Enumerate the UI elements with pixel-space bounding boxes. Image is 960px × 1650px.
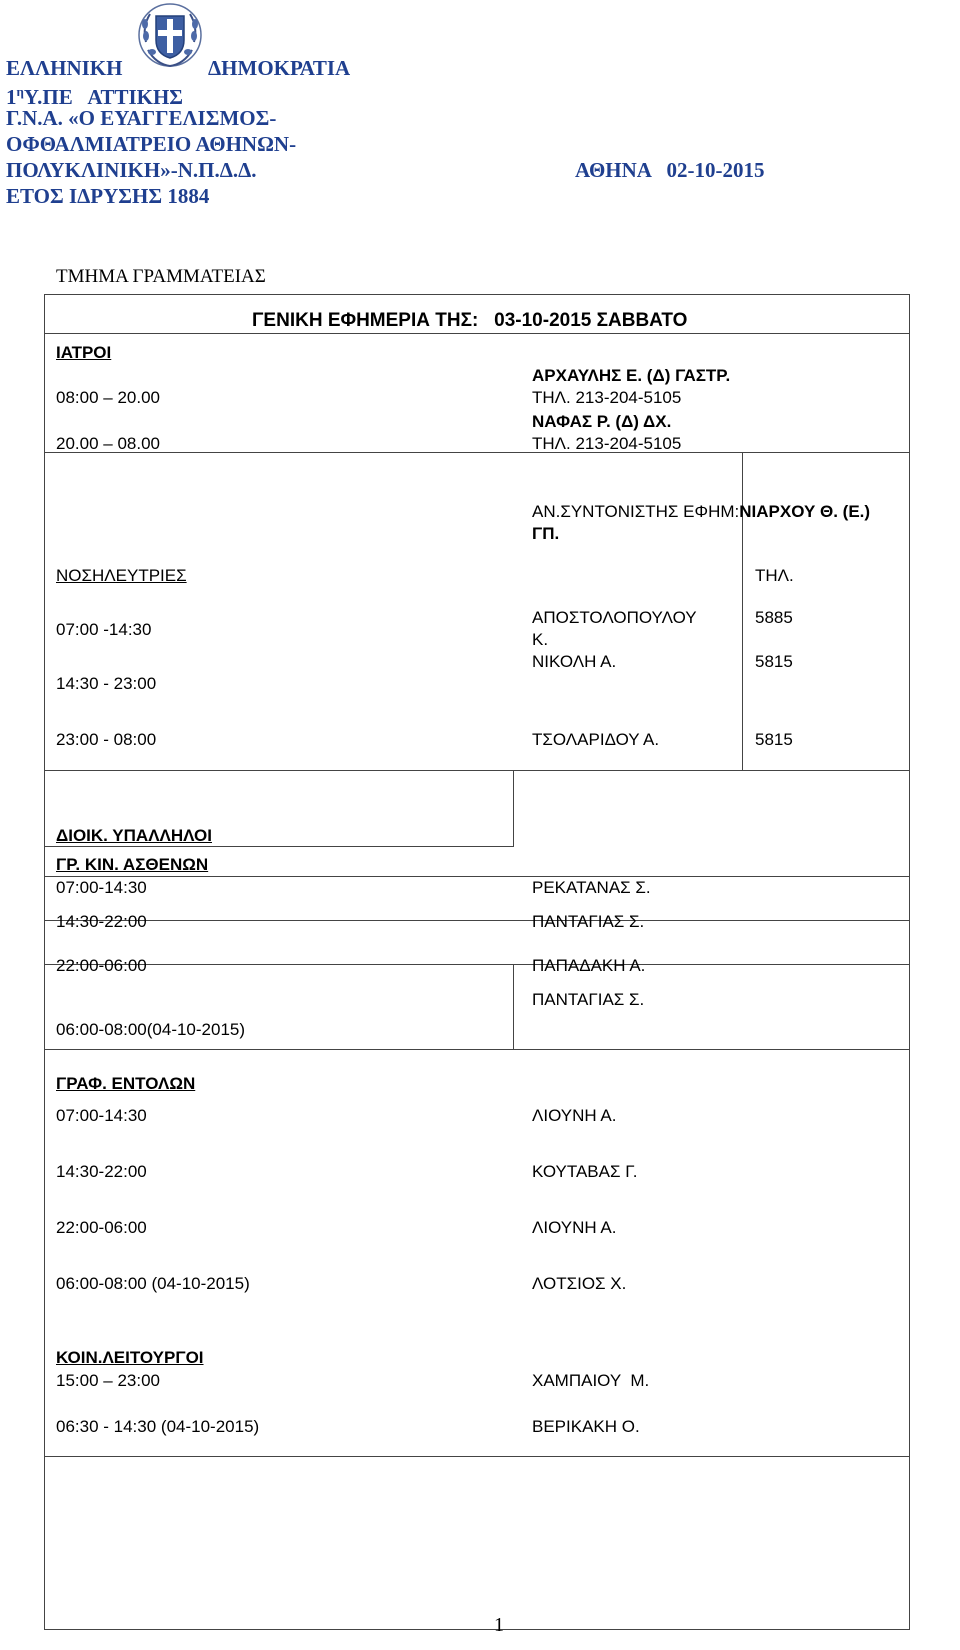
- doctor-time-1: 08:00 – 20.00: [56, 388, 160, 407]
- admin-name-divider: [513, 964, 514, 1049]
- hospital-line-1: Γ.Ν.Α. «Ο ΕΥΑΓΓΕΛΙΣΜΟΣ-: [6, 106, 277, 130]
- orders-time-2: 14:30-22:00: [56, 1162, 147, 1181]
- doctors-divider: [44, 452, 910, 453]
- patients-name-2: ΠΑΝΤΑΓΙΑΣ Σ.: [532, 912, 645, 931]
- row-line-2: [44, 920, 910, 921]
- nurse-phone-2: 5815: [755, 652, 793, 671]
- patients-time-4: 06:00-08:00(04-10-2015): [56, 1020, 246, 1039]
- region-number: 1: [6, 85, 17, 109]
- country-label: ΕΛΛΗΝΙΚΗ: [6, 56, 123, 80]
- patients-office-heading: ΓΡ. ΚΙΝ. ΑΣΘΕΝΩΝ: [56, 855, 209, 874]
- patients-time-3: 22:00-06:00: [56, 956, 147, 975]
- coordinator-name-cont: ΓΠ.: [532, 524, 560, 543]
- doctor-name-1: ΑΡΧΑΥΛΗΣ Ε. (Δ) ΓΑΣΤΡ.: [532, 366, 731, 385]
- nurse-name-3: ΤΣΟΛΑΡΙΔΟΥ Α.: [532, 730, 660, 749]
- hospital-line-2: ΟΦΘΑΛΜΙΑΤΡΕΙΟ ΑΘΗΝΩΝ-: [6, 132, 297, 156]
- founded-year: ΕΤΟΣ ΙΔΡΥΣΗΣ 1884: [6, 184, 210, 208]
- admin-heading-line: [44, 846, 514, 847]
- orders-time-3: 22:00-06:00: [56, 1218, 147, 1237]
- duty-title: ΓΕΝΙΚΗ ΕΦΗΜΕΡΙΑ ΤΗΣ: 03-10-2015 ΣΑΒΒΑΤΟ: [252, 310, 688, 331]
- page-number: 1: [494, 1614, 504, 1636]
- hospital-line-3: ΠΟΛΥΚΛΙΝΙΚΗ»-Ν.Π.Δ.Δ.: [6, 158, 257, 182]
- orders-name-2: ΚΟΥΤΑΒΑΣ Γ.: [532, 1162, 638, 1181]
- patients-name-3: ΠΑΠΑΔΑΚΗ Α.: [532, 956, 646, 975]
- nurse-time-1: 07:00 -14:30: [56, 620, 152, 639]
- orders-name-1: ΛΙΟΥΝΗ Α.: [532, 1106, 617, 1125]
- orders-time-1: 07:00-14:30: [56, 1106, 147, 1125]
- social-name-2: ΒΕΡΙΚΑΚΗ Ο.: [532, 1417, 640, 1436]
- region-text: Υ.ΠΕ ΑΤΤΙΚΗΣ: [23, 85, 184, 109]
- coordinator: [532, 502, 870, 522]
- coordinator-name: ΝΙΑΡΧΟΥ Θ. (Ε.): [739, 502, 871, 521]
- title-divider: [44, 333, 910, 334]
- social-time-2: 06:30 - 14:30 (04-10-2015): [56, 1417, 260, 1436]
- social-workers-heading: ΚΟΙΝ.ΛΕΙΤΟΥΡΓΟΙ: [56, 1348, 204, 1367]
- patients-time-1: 07:00-14:30: [56, 878, 147, 897]
- greek-emblem: [136, 2, 204, 72]
- patients-time-2: 14:30-22:00: [56, 912, 147, 931]
- patients-name-1: ΡΕΚΑΤΑΝΑΣ Σ.: [532, 878, 651, 897]
- orders-office-heading: ΓΡΑΦ. ΕΝΤΟΛΩΝ: [56, 1074, 196, 1093]
- nurse-name-1: ΑΠΟΣΤΟΛΟΠΟΥΛΟΥ: [532, 608, 697, 627]
- row-line-3: [44, 964, 910, 965]
- nurse-name-2: ΝΙΚΟΛΗ Α.: [532, 652, 617, 671]
- nurse-phone-1: 5885: [755, 608, 793, 627]
- nurse-time-3: 23:00 - 08:00: [56, 730, 157, 749]
- social-name-1: ΧΑΜΠΑΙΟΥ Μ.: [532, 1371, 650, 1390]
- orders-name-4: ΛΟΤΣΙΟΣ Χ.: [532, 1274, 627, 1293]
- doctor-phone-1: ΤΗΛ. 213-204-5105: [532, 388, 682, 407]
- patients-name-4: ΠΑΝΤΑΓΙΑΣ Σ.: [532, 990, 645, 1009]
- republic-label: ΔΗΜΟΚΡΑΤΙΑ: [208, 56, 351, 80]
- row-line-1: [44, 876, 910, 877]
- health-region: [6, 80, 183, 109]
- nurses-divider: [44, 770, 910, 771]
- doctor-phone-2: ΤΗΛ. 213-204-5105: [532, 434, 682, 453]
- nurse-name-1-cont: Κ.: [532, 630, 549, 649]
- doctor-time-2: 20.00 – 08.00: [56, 434, 160, 453]
- phone-column-divider: [742, 452, 743, 770]
- orders-time-4: 06:00-08:00 (04-10-2015): [56, 1274, 250, 1293]
- doctor-name-2: ΝΑΦΑΣ Ρ. (Δ) ΔΧ.: [532, 412, 672, 431]
- coordinator-label: ΑΝ.ΣΥΝΤΟΝΙΣΤΗΣ ΕΦΗΜ:: [532, 502, 740, 521]
- nurse-phone-3: 5815: [755, 730, 793, 749]
- admin-column-divider: [513, 770, 514, 846]
- region-superscript: η: [16, 84, 24, 99]
- doctors-heading: ΙΑΤΡΟΙ: [56, 343, 112, 362]
- phone-heading: ΤΗΛ.: [755, 566, 794, 585]
- nurse-time-2: 14:30 - 23:00: [56, 674, 157, 693]
- row-line-4: [44, 1049, 910, 1050]
- nurses-heading: ΝΟΣΗΛΕΥΤΡΙΕΣ: [56, 566, 187, 585]
- admin-heading: ΔΙΟΙΚ. ΥΠΑΛΛΗΛΟΙ: [56, 826, 212, 845]
- department-label: ΤΜΗΜΑ ΓΡΑΜΜΑΤΕΙΑΣ: [56, 266, 266, 287]
- row-line-5: [44, 1456, 910, 1457]
- orders-name-3: ΛΙΟΥΝΗ Α.: [532, 1218, 617, 1237]
- place-date: ΑΘΗΝΑ 02-10-2015: [575, 158, 765, 182]
- social-time-1: 15:00 – 23:00: [56, 1371, 160, 1390]
